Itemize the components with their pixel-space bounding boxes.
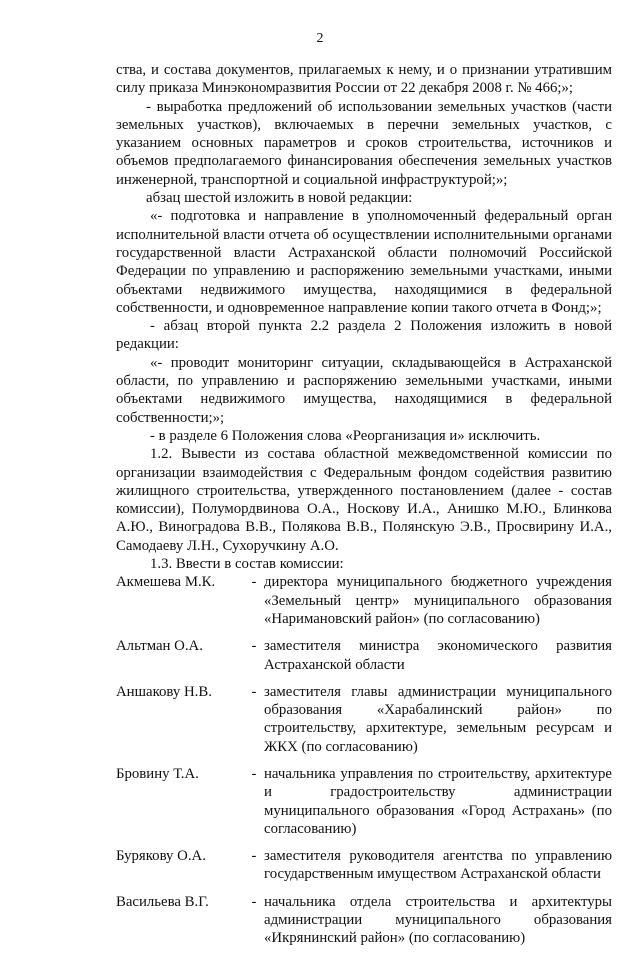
member-name: Альтман О.А. — [116, 638, 203, 655]
member-dash: - — [251, 765, 257, 782]
member-dash: - — [251, 893, 257, 910]
member-position: заместителя министра экономического развития Астраханской области — [264, 638, 612, 673]
member-row — [116, 683, 612, 756]
member-row — [116, 765, 612, 838]
member-dash: - — [251, 574, 257, 591]
member-row — [116, 637, 612, 674]
paragraph-continuation: ства, и состава документов, прилагаемых к нему, и о признании утратившим силу приказа Минэкономразвития России от 22 декабря 2008 г. № 466;»; — [116, 62, 612, 97]
paragraph-sixth-abzac: абзац шестой изложить в новой редакции: — [146, 190, 413, 207]
paragraph-1-3-addition: 1.3. Ввести в состав комиссии: — [150, 556, 344, 573]
document-body — [116, 61, 612, 957]
member-position: начальника отдела строительства и архитектуры администрации муниципального образования «Икрянинский район» (по согласованию) — [264, 893, 612, 947]
paragraph-monitoring: «- проводит мониторинг ситуации, складывающейся в Астраханской области, по управлению и распоряжению земельными участками, иными объектами недвижимого имущества, находящимися в федеральной собственности;»; — [116, 354, 612, 426]
member-position: заместителя руководителя агентства по управлению государственным имуществом Астраханской области — [264, 848, 612, 883]
member-dash: - — [251, 848, 257, 865]
member-row — [116, 893, 612, 948]
member-position: заместителя главы администрации муниципального образования «Харабалинский район» по строительству, архитектуре, земельным ресурсам и ЖКХ (по согласованию) — [264, 683, 612, 755]
member-position: директора муниципального бюджетного учреждения «Земельный центр» муниципального образования «Наримановский район» (по согласованию) — [264, 574, 612, 627]
paragraph-1-2-removal: 1.2. Вывести из состава областной межведомственной комиссии по организации взаимодействия с Федеральным фондом содействия развитию жилищного строительства, утвержденного постановлением (далее - состав комиссии), Полумордвинова О.А., Носкову И.А., Анишко М.Ю., Блинкова А.Ю., Виноградова В.В., Полякова В.В., Полянскую Э.В., Просвирину И.А., Самодаеву Л.Н., Сухоручкину А.О. — [116, 446, 612, 554]
member-dash: - — [251, 638, 257, 655]
paragraph-report-preparation: «- подготовка и направление в уполномоченный федеральный орган исполнительной власти отчета об осуществлении исполнительными органами государственной власти Астраханской области полномочий Российской Федерации по управлению и распоряжению земельными участками, иными объектами недвижимого имущества, находящимися в федеральной собственности, и одновременное направление копии такого отчета в Фонд;»; — [116, 208, 612, 316]
member-position: начальника управления по строительству, архитектуре и градостроительству администрации муниципального образования «Город Астрахань» (по согласованию) — [264, 765, 612, 837]
member-name: Васильева В.Г. — [116, 893, 209, 910]
paragraph-section-6: - в разделе 6 Положения слова «Реорганизация и» исключить. — [150, 427, 541, 444]
member-name: Бровину Т.А. — [116, 765, 199, 782]
member-dash: - — [251, 683, 257, 700]
paragraph-land-use-proposals: - выработка предложений об использовании земельных участков (части земельных участков), включаемых в перечни земельных участков, с указанием основных параметров и сроков строительства, источников и объемов предполагаемого финансирования обеспечения земельных участков инженерной, транспортной и социальной инфраструктурой;»; — [116, 98, 612, 188]
member-row — [116, 573, 612, 628]
paragraph-point-2-2: - абзац второй пункта 2.2 раздела 2 Положения изложить в новой редакции: — [116, 318, 612, 353]
member-name: Аншакову Н.В. — [116, 683, 212, 700]
member-name: Акмешева М.К. — [116, 574, 216, 591]
commission-members-list — [116, 573, 612, 947]
member-row — [116, 847, 612, 884]
page-number: 2 — [316, 31, 324, 46]
member-name: Бурякову О.А. — [116, 848, 206, 865]
